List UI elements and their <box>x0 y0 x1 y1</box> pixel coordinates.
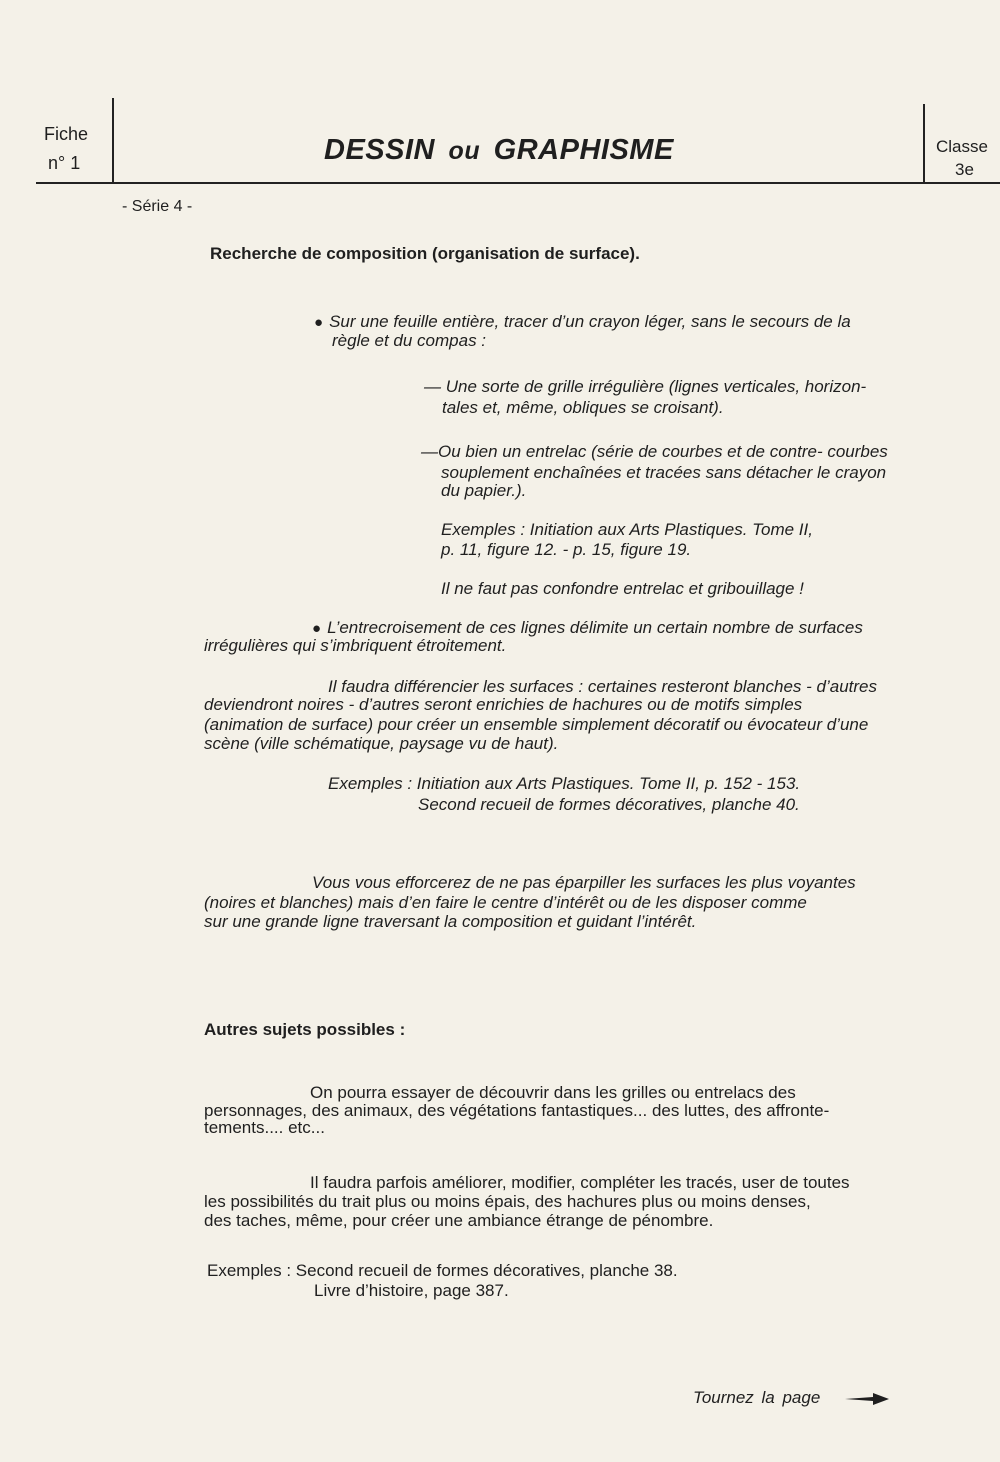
other-para2-line1: Il faudra parfois améliorer, modifier, compléter les tracés, user de toutes <box>310 1173 850 1192</box>
instruction-bullet1-cont: règle et du compas : <box>332 331 487 350</box>
other-subjects-heading: Autres sujets possibles : <box>204 1020 406 1039</box>
bullet-icon: ● <box>312 620 322 637</box>
classe-value: 3e <box>955 160 974 179</box>
other-para1-line3: tements.... etc... <box>204 1118 325 1137</box>
bullet2-line2: irrégulières qui s’imbriquent étroitement. <box>204 636 507 655</box>
classe-label: Classe <box>936 137 988 156</box>
instruction-bullet1 <box>314 312 851 332</box>
dash2-line2: souplement enchaînées et tracées sans détacher le crayon <box>441 463 887 482</box>
para1-line3: (animation de surface) pour créer un ensemble simplement décoratif ou évocateur d’une <box>204 715 869 734</box>
para2-line1: Vous vous efforcerez de ne pas éparpiller les surfaces les plus voyantes <box>312 873 856 892</box>
para2-line2: (noires et blanches) mais d’en faire le centre d’intérêt ou de les disposer comme <box>204 893 807 912</box>
turn-page-text: Tournez la page <box>693 1388 821 1407</box>
dash1-line2: tales et, même, obliques se croisant). <box>442 398 724 417</box>
title-connector: ou <box>448 137 481 165</box>
instruction-bullet2 <box>312 618 863 638</box>
bullet1-line1: Sur une feuille entière, tracer d’un crayon léger, sans le secours de la <box>329 312 851 331</box>
right-arrow-icon <box>843 1391 891 1407</box>
other-para1-line2: personnages, des animaux, des végétations fantastiques... des luttes, des affronte- <box>204 1101 830 1120</box>
other-para1-line1: On pourra essayer de découvrir dans les grilles ou entrelacs des <box>310 1083 796 1102</box>
title-part1: DESSIN <box>324 134 435 166</box>
header-divider-right <box>923 104 925 182</box>
fiche-label: Fiche <box>44 124 89 144</box>
para2-line3: sur une grande ligne traversant la composition et guidant l’intérêt. <box>204 912 697 931</box>
title-part2: GRAPHISME <box>493 134 674 166</box>
section-heading: Recherche de composition (organisation de surface). <box>210 244 640 263</box>
examples2-line2: Second recueil de formes décoratives, planche 40. <box>418 795 800 814</box>
other-para2-line3: des taches, même, pour créer une ambiance étrange de pénombre. <box>204 1211 714 1230</box>
dash2-line3: du papier.). <box>441 481 527 500</box>
other-examples-line2: Livre d’histoire, page 387. <box>314 1281 509 1300</box>
para1-line2: deviendront noires - d’autres seront enrichies de hachures ou de motifs simples <box>204 695 803 714</box>
dash1-line1: — Une sorte de grille irrégulière (lignes verticales, horizon- <box>424 377 867 396</box>
warning-text: Il ne faut pas confondre entrelac et gribouillage ! <box>441 579 804 598</box>
examples1-line1: Exemples : Initiation aux Arts Plastiques. Tome II, <box>441 520 813 539</box>
para1-line1: Il faudra différencier les surfaces : certaines resteront blanches - d’autres <box>328 677 877 696</box>
bullet2-line1: L’entrecroisement de ces lignes délimite un certain nombre de surfaces <box>327 618 863 637</box>
page-title <box>324 134 674 167</box>
examples2-line1: Exemples : Initiation aux Arts Plastiques. Tome II, p. 152 - 153. <box>328 774 801 793</box>
para1-line4: scène (ville schématique, paysage vu de haut). <box>204 734 559 753</box>
fiche-number: n° 1 <box>48 153 81 173</box>
serie-label: - Série 4 - <box>122 198 193 215</box>
other-para2-line2: les possibilités du trait plus ou moins épais, des hachures plus ou moins denses, <box>204 1192 811 1211</box>
dash2-line1: —Ou bien un entrelac (série de courbes et de contre- courbes <box>421 442 888 461</box>
examples1-line2: p. 11, figure 12. - p. 15, figure 19. <box>441 540 692 559</box>
header-divider-left <box>112 98 114 182</box>
other-examples-line1: Exemples : Second recueil de formes décoratives, planche 38. <box>207 1261 678 1280</box>
header-underline <box>36 182 1000 184</box>
bullet-icon: ● <box>314 314 324 331</box>
